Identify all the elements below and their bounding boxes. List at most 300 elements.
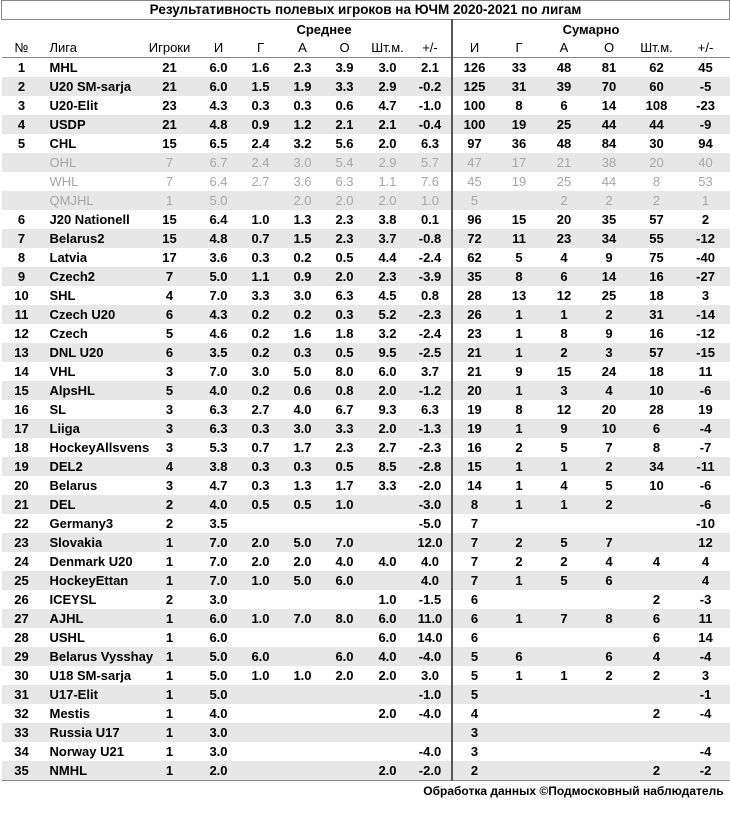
table-row <box>2 58 730 78</box>
sum-games-cell: 47 <box>452 153 497 172</box>
players-count: 6 <box>142 305 198 324</box>
players-count: 3 <box>165 440 174 455</box>
sum-assists-cell: 48 <box>556 60 572 75</box>
sum-games-cell: 23 <box>467 326 482 341</box>
avg-games-cell: 5.0 <box>209 668 228 683</box>
avg-points-cell: 7.0 <box>324 533 366 552</box>
sum-assists-cell <box>542 647 587 666</box>
row-number: 26 <box>14 592 29 607</box>
avg-plusminus-cell: 3.7 <box>410 362 452 381</box>
sum-pim-cell <box>632 723 682 742</box>
sum-goals-cell: 1 <box>497 305 542 324</box>
table-row <box>2 134 730 153</box>
avg-plusminus-cell: 6.3 <box>410 134 452 153</box>
players-count: 5 <box>165 326 174 341</box>
sum-pim-cell: 2 <box>652 668 661 683</box>
sum-goals-cell: 1 <box>497 457 542 476</box>
players-count: 7 <box>142 153 198 172</box>
avg-goals-cell: 2.4 <box>251 136 270 151</box>
avg-games-cell: 4.6 <box>209 326 228 341</box>
sum-pim-cell: 6 <box>652 630 661 645</box>
sum-assists-cell: 5 <box>542 533 587 552</box>
avg-points-cell: 6.0 <box>324 571 366 590</box>
avg-goals-cell: 0.9 <box>240 115 282 134</box>
players-count: 15 <box>142 229 198 248</box>
sum-plusminus-cell: 11 <box>698 364 713 379</box>
sum-assists-cell <box>542 704 587 723</box>
avg-assists-cell: 1.0 <box>293 668 312 683</box>
sum-pim-cell: 16 <box>649 326 664 341</box>
sum-goals-cell: 1 <box>497 343 542 362</box>
avg-goals-cell: 2.0 <box>240 533 282 552</box>
players-count: 1 <box>165 706 174 721</box>
sum-pim-cell <box>632 495 682 514</box>
avg-pim-cell: 2.9 <box>366 153 410 172</box>
sum-points-cell: 2 <box>587 191 632 210</box>
avg-pim-cell: 2.0 <box>366 381 410 400</box>
league-name: Belarus Vysshay <box>42 647 142 666</box>
sum-assists-cell: 23 <box>542 229 587 248</box>
sum-plusminus-cell: 1 <box>682 191 730 210</box>
table-row <box>2 362 730 381</box>
avg-pim-cell <box>366 533 410 552</box>
avg-points-cell <box>324 742 366 761</box>
sum-games-cell: 21 <box>467 364 482 379</box>
table-row <box>2 305 730 324</box>
sum-points-cell <box>587 723 632 742</box>
table-row <box>2 229 730 248</box>
row-number: 31 <box>2 685 42 704</box>
sum-pim-cell: 18 <box>649 364 664 379</box>
column-header-number: № <box>2 39 42 58</box>
league-name: AJHL <box>42 609 142 628</box>
avg-games-cell: 5.0 <box>198 191 240 210</box>
players-count: 5 <box>142 381 198 400</box>
sum-points-cell <box>587 590 632 609</box>
sum-goals-cell: 9 <box>515 364 523 379</box>
sum-assists-cell: 39 <box>542 77 587 96</box>
table-row <box>2 172 730 191</box>
avg-plusminus-cell: 14.0 <box>410 628 452 647</box>
avg-points-cell: 1.7 <box>335 478 354 493</box>
sum-games-cell: 8 <box>452 495 497 514</box>
sum-points-cell: 4 <box>605 554 613 569</box>
sum-points-cell <box>587 685 632 704</box>
sum-plusminus-cell: -40 <box>696 250 715 265</box>
sum-assists-cell: 9 <box>542 419 587 438</box>
avg-goals-cell: 1.0 <box>251 668 270 683</box>
avg-points-cell: 1.0 <box>324 495 366 514</box>
sum-plusminus-cell: -6 <box>682 495 730 514</box>
sum-points-cell: 2 <box>587 495 632 514</box>
row-number: 8 <box>17 250 26 265</box>
sum-assists-cell <box>542 723 587 742</box>
sum-assists-cell: 1 <box>560 668 568 683</box>
sum-points-cell: 38 <box>587 153 632 172</box>
sum-plusminus-cell: -10 <box>696 516 715 531</box>
players-count: 2 <box>142 495 198 514</box>
avg-plusminus-cell: -3.9 <box>410 267 452 286</box>
league-name: OHL <box>42 153 142 172</box>
sum-pim-cell: 2 <box>632 761 682 781</box>
sum-assists-cell <box>542 685 587 704</box>
sum-pim-cell: 8 <box>652 174 661 189</box>
row-number: 14 <box>14 364 29 379</box>
sum-assists-cell <box>542 628 587 647</box>
table-row <box>2 476 730 495</box>
row-number: 6 <box>17 212 26 227</box>
sum-points-cell: 2 <box>587 305 632 324</box>
avg-plusminus-cell: -1.3 <box>410 419 452 438</box>
sum-pim-cell: 16 <box>632 267 682 286</box>
avg-plusminus-cell: -2.0 <box>410 761 452 781</box>
avg-plusminus-cell: 4.0 <box>410 552 452 571</box>
avg-plusminus-cell: 3.0 <box>410 666 452 685</box>
avg-assists-cell: 2.0 <box>293 554 312 569</box>
row-number: 18 <box>14 440 29 455</box>
avg-pim-cell: 6.0 <box>366 609 410 628</box>
avg-assists-cell: 3.2 <box>293 136 312 151</box>
row-number: 34 <box>14 744 29 759</box>
avg-pim-cell: 1.1 <box>378 174 397 189</box>
league-name: SHL <box>49 288 76 303</box>
avg-goals-cell: 0.2 <box>251 326 270 341</box>
league-name: NMHL <box>42 761 142 781</box>
table-row <box>2 457 730 476</box>
players-count: 23 <box>162 98 177 113</box>
league-name: AlpsHL <box>42 381 142 400</box>
sum-assists-cell: 4 <box>560 478 568 493</box>
sum-assists-cell: 7 <box>542 609 587 628</box>
avg-plusminus-cell: -1.2 <box>410 381 452 400</box>
row-number: 7 <box>2 229 42 248</box>
league-name: Norway U21 <box>49 744 124 759</box>
sum-goals-cell <box>497 685 542 704</box>
avg-points-cell: 0.5 <box>335 250 354 265</box>
column-header-players: Игроки <box>142 39 198 58</box>
league-name: U18 SM-sarja <box>49 668 132 683</box>
sum-games-cell: 20 <box>452 381 497 400</box>
avg-points-cell <box>324 761 366 781</box>
sum-plusminus-cell: -4 <box>682 419 730 438</box>
avg-plusminus-cell: -4.0 <box>410 647 452 666</box>
avg-plusminus-cell: -4.0 <box>410 704 452 723</box>
avg-assists-cell: 3.6 <box>293 174 312 189</box>
sum-points-cell: 2 <box>605 668 613 683</box>
column-header-avg-games: И <box>198 39 240 58</box>
row-number: 9 <box>2 267 42 286</box>
avg-goals-cell: 0.3 <box>251 98 270 113</box>
avg-games-cell: 4.8 <box>198 229 240 248</box>
sum-assists-cell <box>542 761 587 781</box>
sum-plusminus-cell: -5 <box>682 77 730 96</box>
sum-assists-cell: 15 <box>556 364 572 379</box>
sum-points-cell: 20 <box>601 402 617 417</box>
avg-points-cell: 0.6 <box>335 98 354 113</box>
table-row <box>2 381 730 400</box>
sum-games-cell: 5 <box>452 191 497 210</box>
avg-plusminus-cell: -3.0 <box>410 495 452 514</box>
avg-games-cell: 4.3 <box>209 98 228 113</box>
row-number: 24 <box>14 554 29 569</box>
sum-games-cell: 4 <box>470 706 479 721</box>
league-stats-table <box>1 0 730 801</box>
sum-assists-cell: 25 <box>556 174 572 189</box>
avg-goals-cell: 0.5 <box>240 495 282 514</box>
sum-goals-cell <box>497 742 542 761</box>
row-number: 3 <box>17 98 26 113</box>
avg-goals-cell <box>240 685 282 704</box>
league-name: Czech <box>49 326 88 341</box>
players-count: 2 <box>165 592 174 607</box>
avg-assists-cell: 0.5 <box>282 495 324 514</box>
avg-assists-cell: 3.0 <box>293 288 312 303</box>
sum-goals-cell: 36 <box>511 136 527 151</box>
sum-pim-cell: 28 <box>649 402 664 417</box>
avg-games-cell: 6.0 <box>198 77 240 96</box>
sum-assists-cell <box>542 514 587 533</box>
sum-points-cell <box>587 742 632 761</box>
sum-goals-cell <box>497 704 542 723</box>
sum-pim-cell: 30 <box>649 136 664 151</box>
players-count: 1 <box>165 630 174 645</box>
sum-pim-cell: 20 <box>632 153 682 172</box>
sum-games-cell: 5 <box>452 647 497 666</box>
avg-points-cell: 6.3 <box>335 174 354 189</box>
column-header-sum-assists: А <box>542 39 587 58</box>
sum-goals-cell: 19 <box>511 174 527 189</box>
players-count: 1 <box>142 571 198 590</box>
avg-points-cell <box>324 590 366 609</box>
avg-plusminus-cell: 4.0 <box>410 571 452 590</box>
players-count: 3 <box>165 402 174 417</box>
sum-plusminus-cell: 11 <box>682 609 730 628</box>
sum-plusminus-cell: -4 <box>699 706 712 721</box>
sum-plusminus-cell: -6 <box>682 381 730 400</box>
avg-pim-cell: 8.5 <box>366 457 410 476</box>
sum-goals-cell: 31 <box>497 77 542 96</box>
table-row <box>2 191 730 210</box>
column-header-sum-points: О <box>587 39 632 58</box>
avg-assists-cell <box>282 590 324 609</box>
avg-games-cell: 3.0 <box>209 744 228 759</box>
sum-pim-cell: 18 <box>649 288 664 303</box>
avg-points-cell: 3.3 <box>324 419 366 438</box>
table-row <box>2 647 730 666</box>
sum-plusminus-cell: 3 <box>701 668 710 683</box>
row-number: 16 <box>14 402 29 417</box>
sum-plusminus-cell: -2 <box>682 761 730 781</box>
avg-assists-cell: 4.0 <box>293 402 312 417</box>
avg-assists-cell: 1.3 <box>293 212 312 227</box>
group-header-total: Сумарно <box>452 20 730 40</box>
league-name: CHL <box>49 136 77 151</box>
sum-points-cell: 14 <box>587 267 632 286</box>
sum-plusminus-cell: -9 <box>682 115 730 134</box>
avg-points-cell <box>324 723 366 742</box>
sum-pim-cell <box>632 514 682 533</box>
table-row <box>2 343 730 362</box>
avg-pim-cell: 6.0 <box>378 364 397 379</box>
avg-games-cell: 4.7 <box>209 478 228 493</box>
sum-games-cell: 16 <box>467 440 482 455</box>
players-count: 2 <box>165 516 174 531</box>
row-number: 20 <box>14 478 29 493</box>
sum-points-cell: 35 <box>601 212 617 227</box>
avg-goals-cell: 0.7 <box>240 229 282 248</box>
avg-points-cell: 3.3 <box>324 77 366 96</box>
avg-assists-cell: 1.9 <box>282 77 324 96</box>
avg-pim-cell <box>366 685 410 704</box>
avg-assists-cell: 1.6 <box>293 326 312 341</box>
avg-pim-cell: 6.0 <box>378 630 397 645</box>
row-number: 19 <box>2 457 42 476</box>
league-name: J20 Nationell <box>49 212 130 227</box>
avg-goals-cell: 0.3 <box>240 457 282 476</box>
sum-plusminus-cell: 12 <box>682 533 730 552</box>
players-count: 17 <box>162 250 177 265</box>
sum-assists-cell: 48 <box>556 136 572 151</box>
avg-points-cell: 5.6 <box>335 136 354 151</box>
sum-goals-cell <box>497 628 542 647</box>
sum-pim-cell: 10 <box>649 478 664 493</box>
sum-games-cell: 100 <box>452 115 497 134</box>
league-name: USHL <box>49 630 85 645</box>
sum-points-cell: 7 <box>605 440 613 455</box>
avg-goals-cell: 3.0 <box>251 364 270 379</box>
sum-pim-cell: 57 <box>632 343 682 362</box>
avg-pim-cell: 2.0 <box>366 419 410 438</box>
avg-games-cell: 3.8 <box>198 457 240 476</box>
avg-points-cell <box>324 685 366 704</box>
sum-points-cell: 3 <box>587 343 632 362</box>
players-count: 21 <box>162 60 177 75</box>
table-row <box>2 704 730 723</box>
sum-pim-cell: 55 <box>632 229 682 248</box>
avg-games-cell: 6.3 <box>198 419 240 438</box>
table-row <box>2 96 730 115</box>
players-count: 7 <box>142 267 198 286</box>
avg-games-cell: 4.8 <box>198 115 240 134</box>
avg-plusminus-cell: -0.4 <box>410 115 452 134</box>
sum-goals-cell <box>497 514 542 533</box>
sum-goals-cell: 13 <box>511 288 527 303</box>
sum-assists-cell: 6 <box>542 267 587 286</box>
sum-games-cell: 7 <box>452 571 497 590</box>
sum-plusminus-cell: 4 <box>701 554 710 569</box>
avg-goals-cell <box>240 514 282 533</box>
sum-games-cell: 5 <box>452 685 497 704</box>
column-header-sum-games: И <box>452 39 497 58</box>
sum-goals-cell <box>497 761 542 781</box>
players-count: 3 <box>165 478 174 493</box>
avg-games-cell: 4.0 <box>209 706 228 721</box>
league-name: ICEYSL <box>49 592 97 607</box>
players-count: 1 <box>165 744 174 759</box>
avg-points-cell: 6.7 <box>335 402 354 417</box>
sum-points-cell: 24 <box>601 364 617 379</box>
column-header-avg-points: О <box>324 39 366 58</box>
sum-assists-cell: 2 <box>560 554 568 569</box>
sum-assists-cell: 3 <box>542 381 587 400</box>
table-row <box>2 495 730 514</box>
league-name: Slovakia <box>42 533 142 552</box>
players-count: 1 <box>142 647 198 666</box>
sum-goals-cell: 1 <box>497 571 542 590</box>
row-number: 13 <box>2 343 42 362</box>
avg-assists-cell: 7.0 <box>282 609 324 628</box>
table-row <box>2 571 730 590</box>
row-number <box>2 191 42 210</box>
row-number: 27 <box>2 609 42 628</box>
table-row <box>2 742 730 761</box>
avg-plusminus-cell: 12.0 <box>410 533 452 552</box>
sum-points-cell: 14 <box>601 98 617 113</box>
avg-points-cell: 5.4 <box>324 153 366 172</box>
avg-games-cell: 7.0 <box>209 288 228 303</box>
avg-games-cell: 5.0 <box>198 267 240 286</box>
avg-points-cell <box>324 628 366 647</box>
sum-assists-cell <box>542 742 587 761</box>
league-name: Germany3 <box>49 516 114 531</box>
players-count: 15 <box>162 212 177 227</box>
avg-plusminus-cell: -1.5 <box>410 590 452 609</box>
avg-assists-cell: 5.0 <box>293 364 312 379</box>
sum-games-cell: 2 <box>452 761 497 781</box>
avg-assists-cell: 1.3 <box>293 478 312 493</box>
sum-pim-cell: 2 <box>652 706 661 721</box>
avg-plusminus-cell: -0.2 <box>410 77 452 96</box>
avg-assists-cell <box>282 514 324 533</box>
sum-pim-cell: 6 <box>632 419 682 438</box>
sum-goals-cell <box>497 590 542 609</box>
table-title: Результативность полевых игроков на ЮЧМ 2020-2021 по лигам <box>2 1 730 20</box>
avg-points-cell: 2.3 <box>335 212 354 227</box>
sum-assists-cell: 1 <box>542 495 587 514</box>
sum-games-cell: 26 <box>452 305 497 324</box>
sum-goals-cell: 5 <box>515 250 523 265</box>
avg-games-cell: 4.0 <box>198 495 240 514</box>
avg-pim-cell: 1.0 <box>378 592 397 607</box>
avg-games-cell: 3.5 <box>209 516 228 531</box>
sum-assists-cell: 2 <box>542 343 587 362</box>
sum-pim-cell: 108 <box>645 98 668 113</box>
league-name: DEL2 <box>42 457 142 476</box>
sum-assists-cell: 4 <box>560 250 568 265</box>
sum-points-cell: 8 <box>587 609 632 628</box>
avg-games-cell: 7.0 <box>209 364 228 379</box>
row-number: 23 <box>2 533 42 552</box>
sum-points-cell <box>587 628 632 647</box>
sum-goals-cell: 8 <box>515 402 523 417</box>
row-number: 1 <box>17 60 26 75</box>
sum-points-cell: 2 <box>587 457 632 476</box>
avg-goals-cell <box>240 704 282 723</box>
avg-pim-cell: 2.0 <box>378 668 397 683</box>
sum-games-cell: 6 <box>470 592 479 607</box>
avg-pim-cell: 2.0 <box>366 761 410 781</box>
row-number: 15 <box>2 381 42 400</box>
sum-pim-cell <box>632 571 682 590</box>
league-name: DNL U20 <box>42 343 142 362</box>
avg-games-cell: 6.0 <box>209 60 228 75</box>
avg-pim-cell: 4.4 <box>378 250 397 265</box>
avg-games-cell: 3.5 <box>198 343 240 362</box>
sum-assists-cell: 5 <box>560 440 568 455</box>
avg-assists-cell: 1.2 <box>282 115 324 134</box>
league-name: MHL <box>49 60 78 75</box>
sum-games-cell: 3 <box>470 744 479 759</box>
